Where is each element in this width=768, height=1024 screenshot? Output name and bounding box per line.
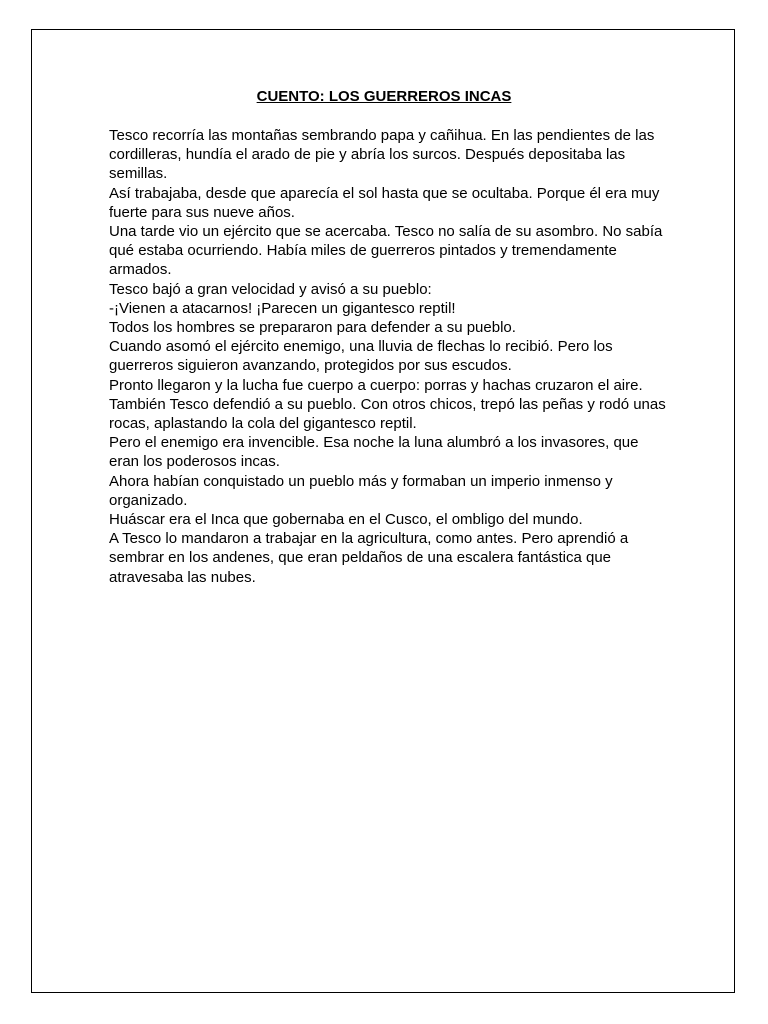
paragraph: -¡Vienen a atacarnos! ¡Parecen un gigantesco reptil! <box>109 299 456 317</box>
paragraph: Una tarde vio un ejército que se acercaba. Tesco no salía de su asombro. No sabía qué estaba ocurriendo. Había miles de guerreros pintados y tremendamente armados. <box>109 223 663 279</box>
paragraph: Tesco recorría las montañas sembrando papa y cañihua. En las pendientes de las cordilleras, hundía el arado de pie y abría los surcos. Después depositaba las semillas. <box>109 127 655 183</box>
paragraph: Tesco bajó a gran velocidad y avisó a su pueblo: <box>109 280 432 298</box>
paragraph: Todos los hombres se prepararon para defender a su pueblo. <box>109 319 516 337</box>
paragraph: Ahora habían conquistado un pueblo más y formaban un imperio inmenso y organizado. <box>109 472 613 509</box>
paragraph: A Tesco lo mandaron a trabajar en la agricultura, como antes. Pero aprendió a sembrar en los andenes, que eran peldaños de una escalera fantástica que atravesaba las nubes. <box>109 530 629 586</box>
paragraph: Pero el enemigo era invencible. Esa noche la luna alumbró a los invasores, que eran los poderosos incas. <box>109 434 639 471</box>
paragraph: También Tesco defendió a su pueblo. Con otros chicos, trepó las peñas y rodó unas rocas, aplastando la cola del gigantesco reptil. <box>109 395 666 433</box>
document-body <box>109 126 669 587</box>
paragraph: Cuando asomó el ejército enemigo, una lluvia de flechas lo recibió. Pero los guerreros siguieron avanzando, protegidos por sus escudos. <box>109 338 613 375</box>
paragraph: Así trabajaba, desde que aparecía el sol hasta que se ocultaba. Porque él era muy fuerte para sus nueve años. <box>109 184 660 221</box>
document-title: CUENTO: LOS GUERREROS INCAS <box>256 88 512 105</box>
paragraph: Huáscar era el Inca que gobernaba en el Cusco, el ombligo del mundo. <box>109 511 583 529</box>
paragraph: Pronto llegaron y la lucha fue cuerpo a cuerpo: porras y hachas cruzaron el aire. <box>109 376 643 394</box>
